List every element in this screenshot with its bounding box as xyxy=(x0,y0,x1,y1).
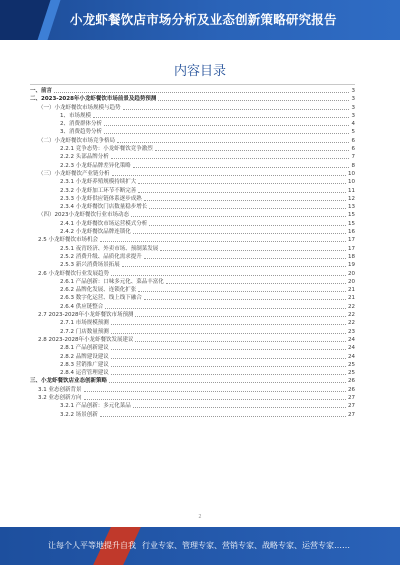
toc-leader-dots xyxy=(100,416,346,417)
toc-leader-dots xyxy=(105,308,346,309)
toc-entry[interactable] xyxy=(30,153,355,161)
toc-entry-label: 2.8 2023-2028年小龙虾餐饮发展建议 xyxy=(38,336,134,343)
toc-entry-label: 2.2.1 竞争态势：小龙虾餐饮竞争激烈 xyxy=(60,146,153,153)
toc-entry-label: 3.2 业态创新方向 xyxy=(38,394,82,401)
toc-entry[interactable] xyxy=(30,87,355,95)
toc-leader-dots xyxy=(149,208,346,209)
toc-entry[interactable] xyxy=(30,344,355,352)
toc-entry-page: 25 xyxy=(348,370,355,377)
toc-entry-label: 2.3.2 小龙虾加工环节不断完善 xyxy=(60,187,137,194)
toc-leader-dots xyxy=(122,266,346,267)
toc-leader-dots xyxy=(144,258,346,259)
toc-leader-dots xyxy=(133,407,346,408)
toc-leader-dots xyxy=(93,117,349,118)
toc-entry[interactable] xyxy=(30,377,355,385)
toc-entry-label: （一）小龙虾餐饮市场规模与趋势 xyxy=(38,104,121,111)
toc-entry[interactable] xyxy=(30,128,355,136)
toc-leader-dots xyxy=(111,366,346,367)
toc-entry-page: 18 xyxy=(348,253,355,260)
toc-entry-page: 17 xyxy=(348,245,355,252)
toc-entry-page: 24 xyxy=(348,345,355,352)
toc-entry[interactable] xyxy=(30,286,355,294)
toc-entry-page: 22 xyxy=(348,312,355,319)
toc-entry-page: 20 xyxy=(348,278,355,285)
toc-entry[interactable] xyxy=(30,104,355,112)
toc-leader-dots xyxy=(123,109,349,110)
toc-entry[interactable] xyxy=(30,112,355,120)
toc-entry-label: 2、消费群体分析 xyxy=(60,121,102,128)
toc-entry[interactable] xyxy=(30,95,355,103)
toc-entry-page: 23 xyxy=(348,328,355,335)
toc-entry[interactable] xyxy=(30,120,355,128)
toc-entry-label: 3、消费趋势分析 xyxy=(60,129,102,136)
toc-entry-page: 3 xyxy=(351,104,355,111)
toc-entry-label: 2.6.4 供应链整合 xyxy=(60,303,104,310)
toc-leader-dots xyxy=(109,382,346,383)
toc-leader-dots xyxy=(112,175,346,176)
toc-entry-page: 15 xyxy=(348,220,355,227)
toc-entry-page: 26 xyxy=(348,378,355,385)
toc-leader-dots xyxy=(133,233,346,234)
toc-entry[interactable] xyxy=(30,394,355,402)
toc-entry-page: 21 xyxy=(348,295,355,302)
toc-leader-dots xyxy=(131,216,346,217)
toc-entry-label: 2.8.2 品牌建设建议 xyxy=(60,353,109,360)
toc-entry-label: 2.7.2 门店数量预测 xyxy=(60,328,109,335)
toc-entry-label: 2.5.1 夜宵经济、外卖市场、预制菜发展 xyxy=(60,245,159,252)
toc-entry[interactable] xyxy=(30,162,355,170)
toc-entry-page: 7 xyxy=(351,154,355,161)
toc-leader-dots xyxy=(111,333,346,334)
toc-entry-label: （二）小龙虾餐饮市场竞争格局 xyxy=(38,137,116,144)
toc-entry[interactable] xyxy=(30,294,355,302)
toc-entry-page: 6 xyxy=(351,137,355,144)
toc-entry[interactable] xyxy=(30,261,355,269)
toc-entry[interactable] xyxy=(30,319,355,327)
toc-entry[interactable] xyxy=(30,195,355,203)
toc-entry-label: 3.1 业态创新背景 xyxy=(38,386,82,393)
toc-entry-page: 12 xyxy=(348,195,355,202)
toc-title: 内容目录 xyxy=(173,64,226,79)
toc-entry-label: 2.8.1 产品创新建议 xyxy=(60,345,109,352)
toc-entry-label: 2.5 小龙虾餐饮市场机会 xyxy=(38,237,98,244)
toc-entry[interactable] xyxy=(30,278,355,286)
toc-entry-page: 8 xyxy=(351,162,355,169)
toc-entry-label: （三）小龙虾餐饮产业链分析 xyxy=(38,170,110,177)
toc-entry-label: 2.3.1 小龙虾养殖规模持续扩大 xyxy=(60,179,137,186)
toc-leader-dots xyxy=(144,299,346,300)
footer-experts: 行业专家、管理专家、营销专家、战略专家、运营专家…… xyxy=(142,541,350,550)
toc-entry-page: 17 xyxy=(348,237,355,244)
toc-entry[interactable] xyxy=(30,211,355,219)
table-of-contents xyxy=(30,87,355,419)
toc-entry-label: 2.2.3 小龙虾品牌差异化策略 xyxy=(60,162,131,169)
toc-entry[interactable] xyxy=(30,228,355,236)
toc-entry-page: 27 xyxy=(348,394,355,401)
toc-entry-page: 10 xyxy=(348,170,355,177)
toc-entry-page: 25 xyxy=(348,361,355,368)
toc-entry[interactable] xyxy=(30,245,355,253)
toc-entry-page: 3 xyxy=(351,88,355,94)
toc-entry-page: 3 xyxy=(351,96,355,103)
toc-entry[interactable] xyxy=(30,336,355,344)
toc-entry[interactable] xyxy=(30,311,355,319)
toc-entry-page: 19 xyxy=(348,262,355,269)
toc-entry[interactable] xyxy=(30,369,355,377)
toc-leader-dots xyxy=(100,241,346,242)
toc-leader-dots xyxy=(111,374,346,375)
toc-entry-label: 2.4.1 小龙虾餐饮市场运营模式分析 xyxy=(60,220,148,227)
toc-entry[interactable] xyxy=(30,203,355,211)
toc-entry-label: 2.5.3 新兴消费场景拓展 xyxy=(60,262,120,269)
toc-entry[interactable] xyxy=(30,402,355,410)
toc-entry[interactable] xyxy=(30,178,355,186)
toc-leader-dots xyxy=(135,316,346,317)
report-title: 小龙虾餐饮店市场分析及业态创新策略研究报告 xyxy=(70,12,337,27)
toc-entry-label: 1、市场规模 xyxy=(60,112,91,119)
toc-entry-label: 2.8.4 运营管理建议 xyxy=(60,370,109,377)
footer-slogan: 让每个人平等地提升自我 xyxy=(48,541,136,550)
toc-leader-dots xyxy=(158,100,349,101)
toc-entry-page: 3 xyxy=(351,112,355,119)
toc-entry-page: 20 xyxy=(348,270,355,277)
toc-entry-page: 24 xyxy=(348,353,355,360)
toc-leader-dots xyxy=(54,92,349,93)
toc-entry[interactable] xyxy=(30,411,355,419)
toc-entry-label: 2.4.2 小龙虾餐饮品牌连锁化 xyxy=(60,229,131,236)
toc-leader-dots xyxy=(149,225,346,226)
toc-leader-dots xyxy=(138,183,346,184)
toc-leader-dots xyxy=(144,200,346,201)
toc-entry[interactable] xyxy=(30,328,355,336)
toc-entry-label: 2.6.1 产品创新：口味多元化、菜品丰富化 xyxy=(60,278,164,285)
toc-entry-label: 2.2.2 头部品牌分析 xyxy=(60,154,109,161)
toc-entry-label: 2.3.4 小龙虾餐饮门店数量稳步增长 xyxy=(60,204,148,211)
toc-leader-dots xyxy=(84,391,346,392)
toc-entry-page: 22 xyxy=(348,320,355,327)
toc-leader-dots xyxy=(84,399,346,400)
toc-entry-label: 三、小龙虾餐饮店业态创新策略 xyxy=(30,378,108,385)
toc-entry-page: 6 xyxy=(351,146,355,153)
toc-leader-dots xyxy=(111,349,346,350)
toc-leader-dots xyxy=(160,250,346,251)
toc-leader-dots xyxy=(104,133,349,134)
toc-entry[interactable] xyxy=(30,220,355,228)
toc-entry-page: 27 xyxy=(348,411,355,418)
page-number: 2 xyxy=(198,514,202,520)
toc-entry[interactable] xyxy=(30,137,355,145)
toc-entry-page: 13 xyxy=(348,204,355,211)
toc-leader-dots xyxy=(133,167,349,168)
toc-leader-dots xyxy=(155,150,349,151)
toc-entry-label: 2.7.1 市场规模预测 xyxy=(60,320,109,327)
toc-entry-label: 2.6.3 数字化运营、线上线下融合 xyxy=(60,295,142,302)
toc-entry[interactable] xyxy=(30,236,355,244)
toc-leader-dots xyxy=(117,142,349,143)
toc-entry-page: 5 xyxy=(351,129,355,136)
toc-entry[interactable] xyxy=(30,386,355,394)
page-header xyxy=(0,0,400,40)
toc-entry-label: 2.8.3 营销推广建议 xyxy=(60,361,109,368)
toc-leader-dots xyxy=(111,324,346,325)
toc-entry-page: 24 xyxy=(348,336,355,343)
toc-entry-label: 二、2023-2028年小龙虾餐饮市场前景及趋势预测 xyxy=(30,96,157,103)
toc-leader-dots xyxy=(138,192,346,193)
toc-entry[interactable] xyxy=(30,303,355,311)
toc-entry-page: 21 xyxy=(348,287,355,294)
toc-entry-page: 10 xyxy=(348,179,355,186)
page-footer xyxy=(0,527,400,565)
toc-entry-page: 26 xyxy=(348,386,355,393)
toc-entry-page: 16 xyxy=(348,229,355,236)
toc-entry[interactable] xyxy=(30,270,355,278)
toc-entry-label: 2.5.2 消费升级、品质化需求提升 xyxy=(60,253,142,260)
toc-leader-dots xyxy=(111,275,346,276)
toc-entry-label: 3.2.1 产品创新：多元化菜品 xyxy=(60,403,131,410)
toc-entry-page: 15 xyxy=(348,212,355,219)
toc-leader-dots xyxy=(111,358,346,359)
toc-entry[interactable] xyxy=(30,353,355,361)
toc-leader-dots xyxy=(104,125,349,126)
toc-entry-page: 27 xyxy=(348,403,355,410)
toc-entry-label: （四）2023小龙虾餐饮行业市场动态 xyxy=(38,212,129,219)
toc-entry[interactable] xyxy=(30,170,355,178)
toc-entry-label: 3.2.2 场景创新 xyxy=(60,411,98,418)
toc-entry-label: 2.3.3 小龙虾供应链体系逐步成熟 xyxy=(60,195,142,202)
toc-entry-label: 一、前言 xyxy=(30,88,53,94)
toc-entry[interactable] xyxy=(30,145,355,153)
toc-entry[interactable] xyxy=(30,253,355,261)
toc-divider xyxy=(30,84,355,85)
toc-entry-label: 2.7 2023-2028年小龙虾餐饮市场预测 xyxy=(38,312,134,319)
toc-entry-page: 11 xyxy=(348,187,355,194)
toc-leader-dots xyxy=(166,283,346,284)
toc-entry-page: 22 xyxy=(348,303,355,310)
toc-entry[interactable] xyxy=(30,361,355,369)
toc-entry[interactable] xyxy=(30,187,355,195)
toc-leader-dots xyxy=(135,341,346,342)
toc-entry-page: 4 xyxy=(351,121,355,128)
toc-entry-label: 2.6.2 品牌化发展、连锁化扩张 xyxy=(60,287,137,294)
toc-leader-dots xyxy=(138,291,346,292)
toc-entry-label: 2.6 小龙虾餐饮行业发展趋势 xyxy=(38,270,109,277)
toc-leader-dots xyxy=(111,158,349,159)
